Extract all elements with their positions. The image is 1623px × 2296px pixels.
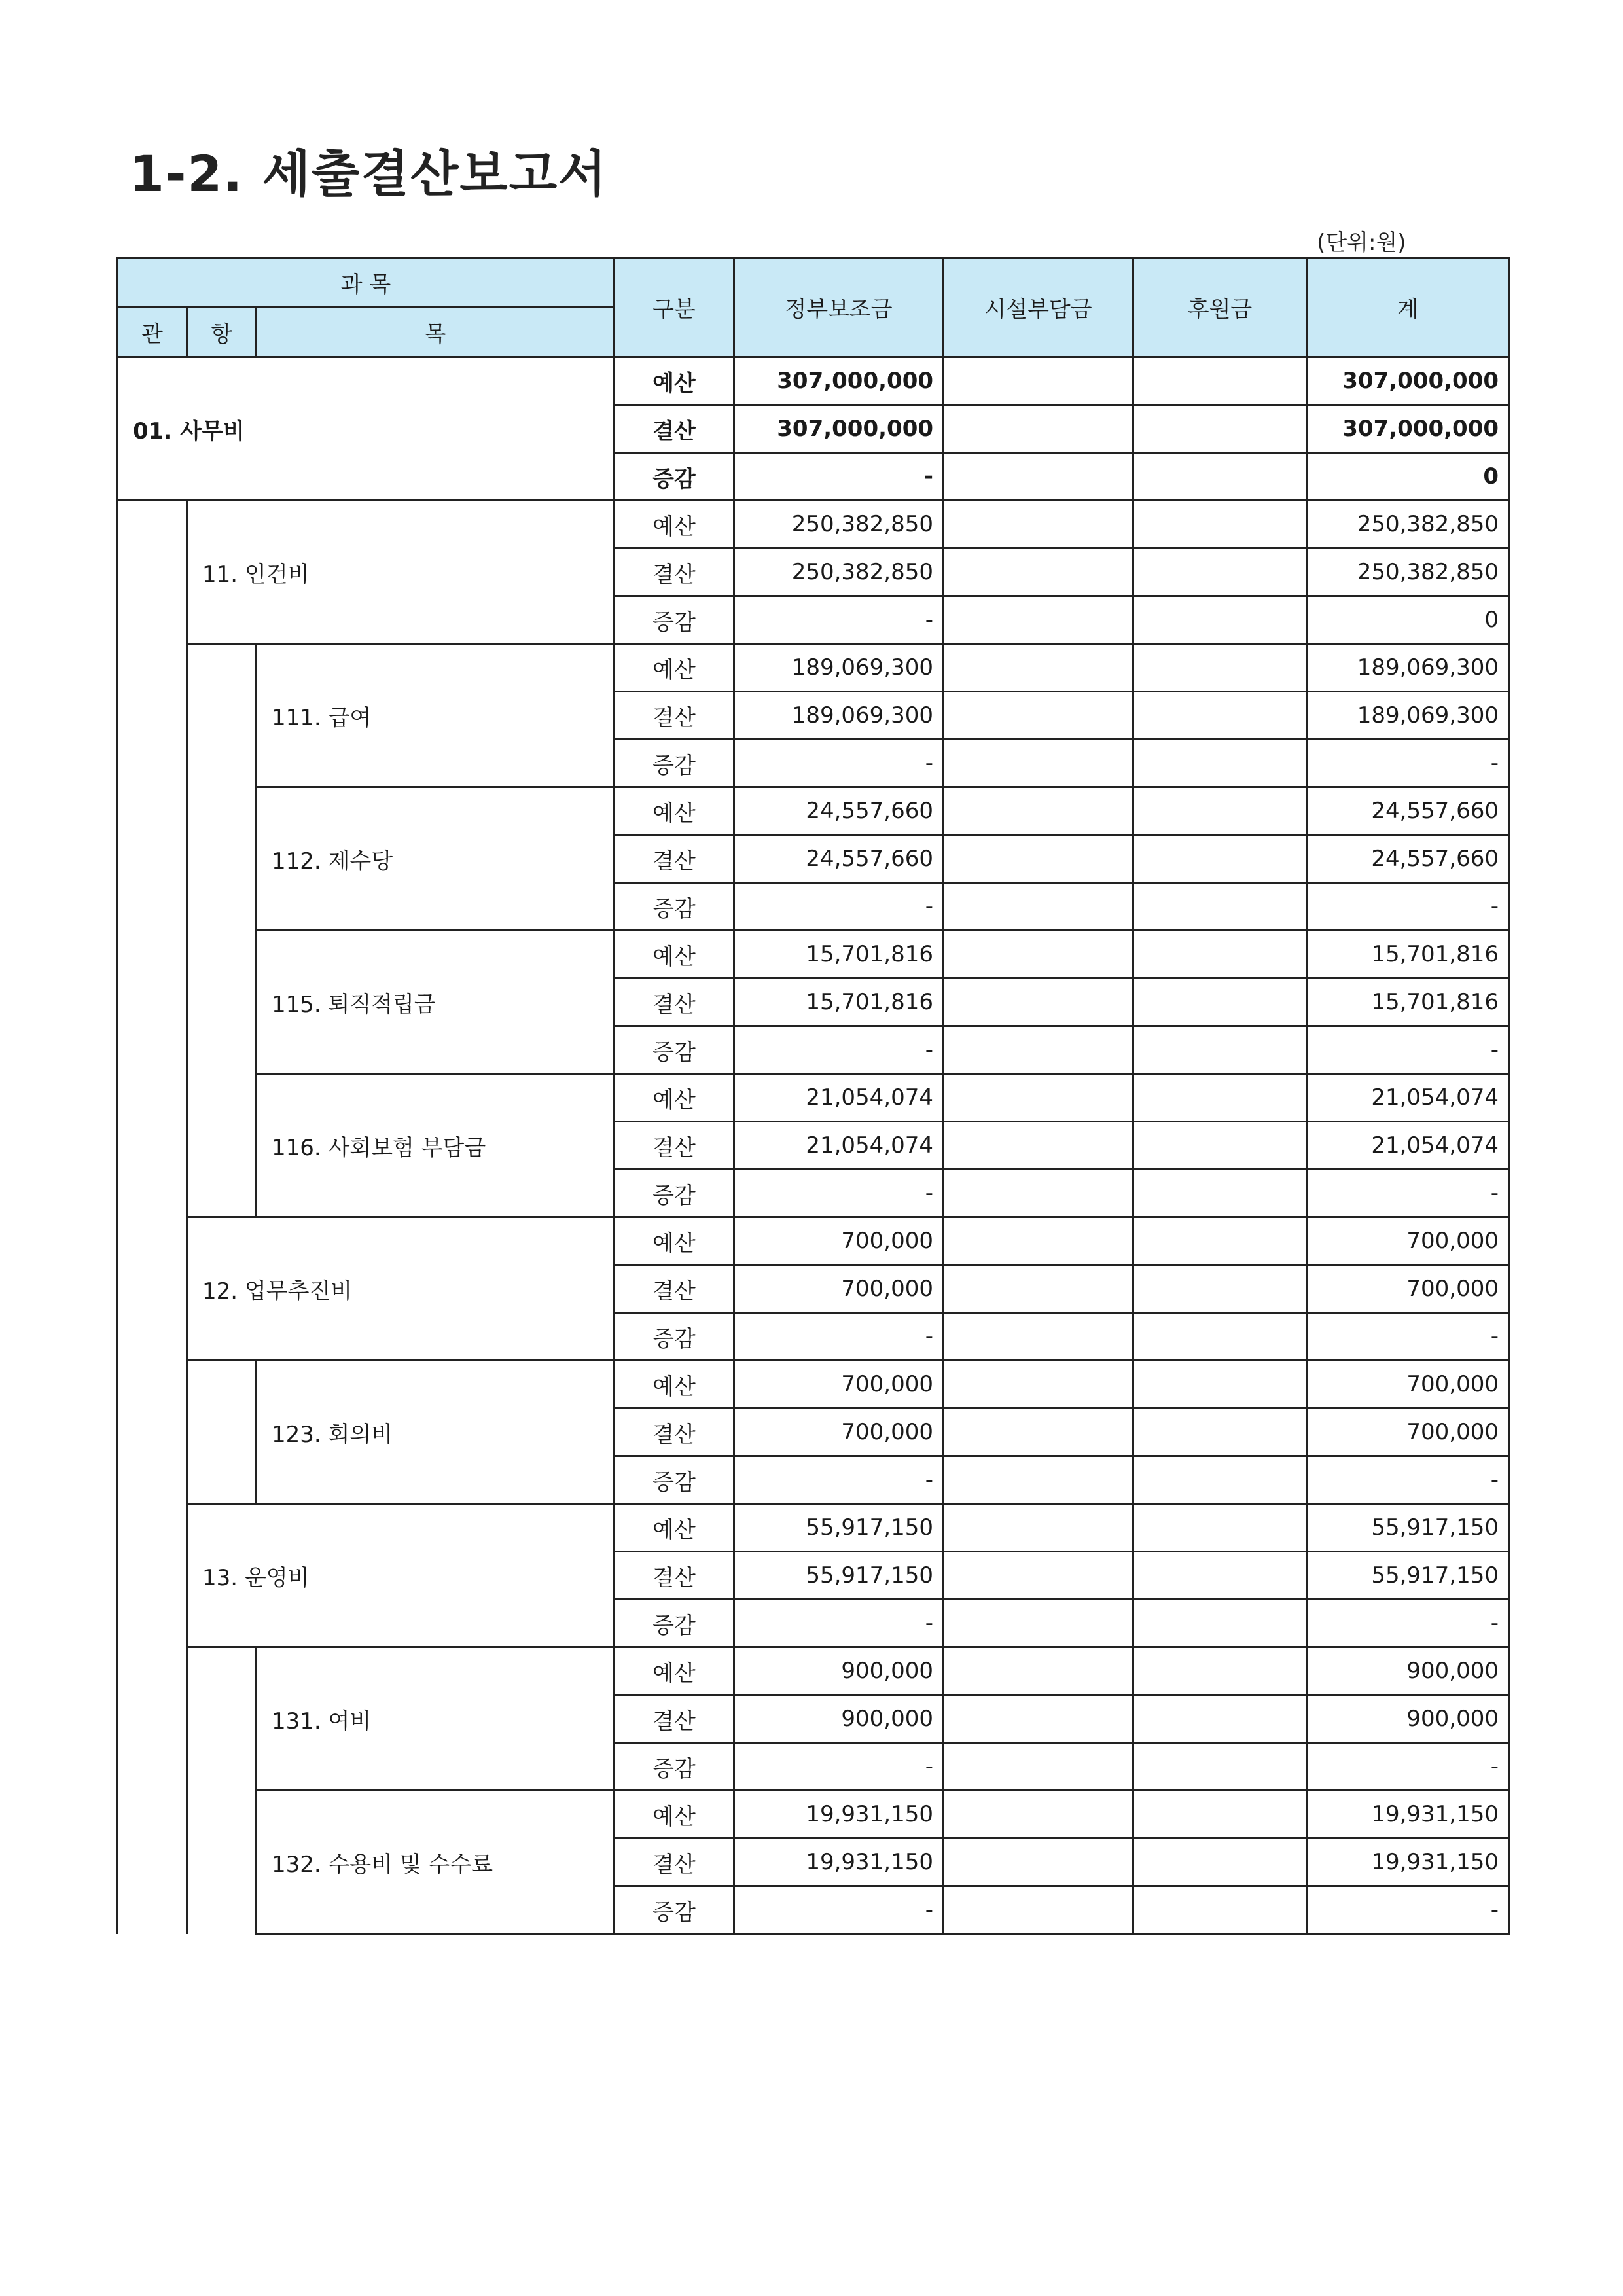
facility-charge-cell <box>944 1743 1133 1791</box>
facility-charge-cell <box>944 883 1133 931</box>
page-title: 1-2. 세출결산보고서 <box>130 145 608 203</box>
gov-subsidy-cell: 250,382,850 <box>734 548 944 596</box>
facility-charge-cell <box>944 1504 1133 1552</box>
sponsorship-cell <box>1133 596 1307 644</box>
gov-subsidy-cell: 24,557,660 <box>734 787 944 835</box>
sponsorship-cell <box>1133 931 1307 978</box>
sponsorship-cell <box>1133 1886 1307 1934</box>
total-cell: 700,000 <box>1307 1265 1509 1313</box>
header-subject: 과 목 <box>118 258 615 308</box>
category-cell: 증감 <box>615 1743 734 1791</box>
subject-name: 13. 운영비 <box>187 1504 615 1647</box>
header-hang: 항 <box>187 308 257 357</box>
subject-name: 131. 여비 <box>257 1647 615 1791</box>
total-cell: 189,069,300 <box>1307 644 1509 692</box>
total-cell: 700,000 <box>1307 1408 1509 1456</box>
facility-charge-cell <box>944 405 1133 453</box>
facility-charge-cell <box>944 1839 1133 1886</box>
total-cell: 250,382,850 <box>1307 501 1509 548</box>
indent-cell <box>118 787 187 931</box>
total-cell: 55,917,150 <box>1307 1552 1509 1600</box>
gov-subsidy-cell: - <box>734 883 944 931</box>
total-cell: 55,917,150 <box>1307 1504 1509 1552</box>
category-cell: 예산 <box>615 644 734 692</box>
total-cell: - <box>1307 1026 1509 1074</box>
total-cell: 700,000 <box>1307 1361 1509 1408</box>
subject-name: 11. 인건비 <box>187 501 615 644</box>
sponsorship-cell <box>1133 1313 1307 1361</box>
facility-charge-cell <box>944 596 1133 644</box>
total-cell: - <box>1307 1600 1509 1647</box>
gov-subsidy-cell: - <box>734 1026 944 1074</box>
indent-cell <box>187 1791 257 1934</box>
sponsorship-cell <box>1133 787 1307 835</box>
sponsorship-cell <box>1133 1265 1307 1313</box>
category-cell: 증감 <box>615 883 734 931</box>
table-row <box>118 1504 1509 1552</box>
subject-name: 12. 업무추진비 <box>187 1217 615 1361</box>
sponsorship-cell <box>1133 1504 1307 1552</box>
category-cell: 결산 <box>615 835 734 883</box>
indent-cell <box>187 931 257 1074</box>
gov-subsidy-cell: 15,701,816 <box>734 978 944 1026</box>
sponsorship-cell <box>1133 740 1307 787</box>
category-cell: 결산 <box>615 1408 734 1456</box>
indent-cell <box>118 1361 187 1504</box>
total-cell: - <box>1307 1743 1509 1791</box>
gov-subsidy-cell: 189,069,300 <box>734 692 944 740</box>
subject-name: 116. 사회보험 부담금 <box>257 1074 615 1217</box>
facility-charge-cell <box>944 1886 1133 1934</box>
sponsorship-cell <box>1133 978 1307 1026</box>
total-cell: 15,701,816 <box>1307 978 1509 1026</box>
total-cell: 900,000 <box>1307 1647 1509 1695</box>
gov-subsidy-cell: 250,382,850 <box>734 501 944 548</box>
gov-subsidy-cell: 700,000 <box>734 1361 944 1408</box>
total-cell: 24,557,660 <box>1307 787 1509 835</box>
gov-subsidy-cell: 700,000 <box>734 1217 944 1265</box>
facility-charge-cell <box>944 357 1133 405</box>
facility-charge-cell <box>944 692 1133 740</box>
category-cell: 증감 <box>615 1313 734 1361</box>
category-cell: 결산 <box>615 978 734 1026</box>
category-cell: 증감 <box>615 740 734 787</box>
sponsorship-cell <box>1133 1743 1307 1791</box>
sponsorship-cell <box>1133 1600 1307 1647</box>
facility-charge-cell <box>944 1791 1133 1839</box>
category-cell: 증감 <box>615 1886 734 1934</box>
category-cell: 예산 <box>615 931 734 978</box>
facility-charge-cell <box>944 1170 1133 1217</box>
gov-subsidy-cell: 900,000 <box>734 1695 944 1743</box>
sponsorship-cell <box>1133 1217 1307 1265</box>
gov-subsidy-cell: - <box>734 1313 944 1361</box>
indent-cell <box>118 1791 187 1934</box>
facility-charge-cell <box>944 740 1133 787</box>
category-cell: 결산 <box>615 405 734 453</box>
facility-charge-cell <box>944 1217 1133 1265</box>
table-row <box>118 1647 1509 1695</box>
gov-subsidy-cell: 24,557,660 <box>734 835 944 883</box>
sponsorship-cell <box>1133 644 1307 692</box>
sponsorship-cell <box>1133 1408 1307 1456</box>
indent-cell <box>118 1647 187 1791</box>
total-cell: 21,054,074 <box>1307 1122 1509 1170</box>
category-cell: 예산 <box>615 1791 734 1839</box>
expenditure-settlement-table <box>116 257 1510 1935</box>
sponsorship-cell <box>1133 501 1307 548</box>
table-row <box>118 501 1509 548</box>
facility-charge-cell <box>944 1456 1133 1504</box>
indent-cell <box>187 787 257 931</box>
gov-subsidy-cell: - <box>734 1743 944 1791</box>
gov-subsidy-cell: 55,917,150 <box>734 1504 944 1552</box>
table-row <box>118 1074 1509 1122</box>
total-cell: - <box>1307 883 1509 931</box>
table-row <box>118 1217 1509 1265</box>
gov-subsidy-cell: 307,000,000 <box>734 357 944 405</box>
sponsorship-cell <box>1133 1026 1307 1074</box>
facility-charge-cell <box>944 1552 1133 1600</box>
facility-charge-cell <box>944 931 1133 978</box>
sponsorship-cell <box>1133 1122 1307 1170</box>
table-row <box>118 787 1509 835</box>
gov-subsidy-cell: - <box>734 1170 944 1217</box>
sponsorship-cell <box>1133 1074 1307 1122</box>
sponsorship-cell <box>1133 1839 1307 1886</box>
facility-charge-cell <box>944 548 1133 596</box>
total-cell: 24,557,660 <box>1307 835 1509 883</box>
facility-charge-cell <box>944 1647 1133 1695</box>
subject-name: 01. 사무비 <box>118 357 615 501</box>
category-cell: 증감 <box>615 1026 734 1074</box>
facility-charge-cell <box>944 1122 1133 1170</box>
sponsorship-cell <box>1133 357 1307 405</box>
facility-charge-cell <box>944 1026 1133 1074</box>
sponsorship-cell <box>1133 1647 1307 1695</box>
facility-charge-cell <box>944 1600 1133 1647</box>
gov-subsidy-cell: 55,917,150 <box>734 1552 944 1600</box>
category-cell: 예산 <box>615 1647 734 1695</box>
facility-charge-cell <box>944 787 1133 835</box>
header-gwan: 관 <box>118 308 187 357</box>
indent-cell <box>118 931 187 1074</box>
sponsorship-cell <box>1133 1695 1307 1743</box>
category-cell: 결산 <box>615 548 734 596</box>
gov-subsidy-cell: 189,069,300 <box>734 644 944 692</box>
facility-charge-cell <box>944 978 1133 1026</box>
gov-subsidy-cell: - <box>734 740 944 787</box>
indent-cell <box>187 1361 257 1504</box>
indent-cell <box>118 501 187 644</box>
sponsorship-cell <box>1133 1791 1307 1839</box>
category-cell: 결산 <box>615 1552 734 1600</box>
sponsorship-cell <box>1133 1361 1307 1408</box>
subject-name: 123. 회의비 <box>257 1361 615 1504</box>
facility-charge-cell <box>944 1074 1133 1122</box>
facility-charge-cell <box>944 835 1133 883</box>
total-cell: 700,000 <box>1307 1217 1509 1265</box>
facility-charge-cell <box>944 1408 1133 1456</box>
gov-subsidy-cell: 19,931,150 <box>734 1791 944 1839</box>
total-cell: - <box>1307 740 1509 787</box>
sponsorship-cell <box>1133 692 1307 740</box>
total-cell: 19,931,150 <box>1307 1839 1509 1886</box>
gov-subsidy-cell: 21,054,074 <box>734 1074 944 1122</box>
gov-subsidy-cell: 15,701,816 <box>734 931 944 978</box>
gov-subsidy-cell: 700,000 <box>734 1265 944 1313</box>
table-row <box>118 357 1509 405</box>
table-row <box>118 1791 1509 1839</box>
facility-charge-cell <box>944 1265 1133 1313</box>
category-cell: 결산 <box>615 1695 734 1743</box>
category-cell: 증감 <box>615 453 734 501</box>
header-sponsorship: 후원금 <box>1133 258 1307 357</box>
indent-cell <box>187 644 257 787</box>
sponsorship-cell <box>1133 1552 1307 1600</box>
category-cell: 증감 <box>615 1170 734 1217</box>
gov-subsidy-cell: - <box>734 1600 944 1647</box>
table-row <box>118 644 1509 692</box>
total-cell: - <box>1307 1170 1509 1217</box>
total-cell: 307,000,000 <box>1307 405 1509 453</box>
total-cell: - <box>1307 1886 1509 1934</box>
facility-charge-cell <box>944 1361 1133 1408</box>
total-cell: 250,382,850 <box>1307 548 1509 596</box>
header-gov-subsidy: 정부보조금 <box>734 258 944 357</box>
indent-cell <box>118 1504 187 1647</box>
facility-charge-cell <box>944 1313 1133 1361</box>
gov-subsidy-cell: 307,000,000 <box>734 405 944 453</box>
header-category: 구분 <box>615 258 734 357</box>
gov-subsidy-cell: 19,931,150 <box>734 1839 944 1886</box>
total-cell: 0 <box>1307 453 1509 501</box>
category-cell: 증감 <box>615 596 734 644</box>
header-mok: 목 <box>257 308 615 357</box>
gov-subsidy-cell: 900,000 <box>734 1647 944 1695</box>
total-cell: 21,054,074 <box>1307 1074 1509 1122</box>
category-cell: 예산 <box>615 501 734 548</box>
sponsorship-cell <box>1133 548 1307 596</box>
indent-cell <box>187 1074 257 1217</box>
category-cell: 예산 <box>615 1217 734 1265</box>
total-cell: 15,701,816 <box>1307 931 1509 978</box>
gov-subsidy-cell: 700,000 <box>734 1408 944 1456</box>
facility-charge-cell <box>944 644 1133 692</box>
category-cell: 예산 <box>615 1361 734 1408</box>
indent-cell <box>187 1647 257 1791</box>
total-cell: - <box>1307 1456 1509 1504</box>
category-cell: 예산 <box>615 787 734 835</box>
table-row <box>118 931 1509 978</box>
total-cell: 900,000 <box>1307 1695 1509 1743</box>
category-cell: 예산 <box>615 1074 734 1122</box>
table-row <box>118 1361 1509 1408</box>
sponsorship-cell <box>1133 1170 1307 1217</box>
header-facility-charge: 시설부담금 <box>944 258 1133 357</box>
category-cell: 증감 <box>615 1456 734 1504</box>
gov-subsidy-cell: 21,054,074 <box>734 1122 944 1170</box>
sponsorship-cell <box>1133 1456 1307 1504</box>
category-cell: 결산 <box>615 1122 734 1170</box>
sponsorship-cell <box>1133 453 1307 501</box>
sponsorship-cell <box>1133 835 1307 883</box>
category-cell: 결산 <box>615 1839 734 1886</box>
gov-subsidy-cell: - <box>734 1886 944 1934</box>
subject-name: 112. 제수당 <box>257 787 615 931</box>
subject-name: 111. 급여 <box>257 644 615 787</box>
sponsorship-cell <box>1133 405 1307 453</box>
facility-charge-cell <box>944 1695 1133 1743</box>
indent-cell <box>118 644 187 787</box>
category-cell: 증감 <box>615 1600 734 1647</box>
gov-subsidy-cell: - <box>734 1456 944 1504</box>
indent-cell <box>118 1074 187 1217</box>
total-cell: 189,069,300 <box>1307 692 1509 740</box>
sponsorship-cell <box>1133 883 1307 931</box>
total-cell: 0 <box>1307 596 1509 644</box>
category-cell: 결산 <box>615 692 734 740</box>
category-cell: 예산 <box>615 1504 734 1552</box>
total-cell: - <box>1307 1313 1509 1361</box>
gov-subsidy-cell: - <box>734 453 944 501</box>
indent-cell <box>118 1217 187 1361</box>
facility-charge-cell <box>944 501 1133 548</box>
subject-name: 132. 수용비 및 수수료 <box>257 1791 615 1934</box>
gov-subsidy-cell: - <box>734 596 944 644</box>
total-cell: 19,931,150 <box>1307 1791 1509 1839</box>
facility-charge-cell <box>944 453 1133 501</box>
subject-name: 115. 퇴직적립금 <box>257 931 615 1074</box>
header-total: 계 <box>1307 258 1509 357</box>
unit-label: (단위:원) <box>1317 230 1406 256</box>
category-cell: 예산 <box>615 357 734 405</box>
total-cell: 307,000,000 <box>1307 357 1509 405</box>
category-cell: 결산 <box>615 1265 734 1313</box>
